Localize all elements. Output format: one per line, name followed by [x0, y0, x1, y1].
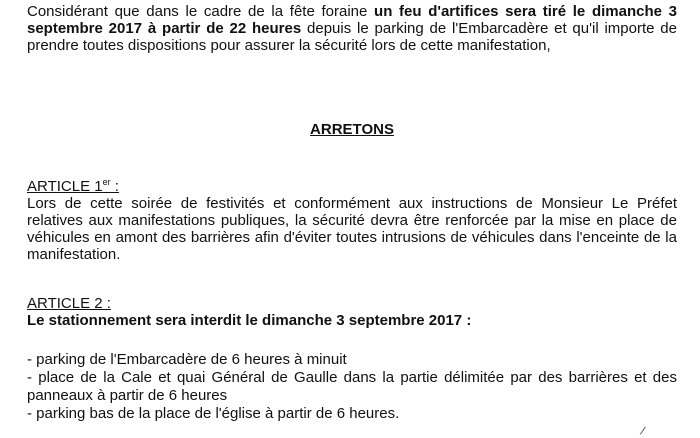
- margin-mark: /: [638, 423, 647, 438]
- intro-text-start: Considérant que dans le cadre de la fête foraine: [27, 3, 375, 20]
- article-1-title: [27, 178, 677, 195]
- list-item: - parking de l'Embarcadère de 6 heures à minuit: [27, 351, 347, 368]
- article-2: [27, 295, 677, 329]
- intro-paragraph: [27, 3, 677, 54]
- list-item: - place de la Cale et quai Général de Gaulle dans la partie délimitée par des barrières et des panneaux à partir de 6 heures: [27, 369, 677, 404]
- parking-list: [27, 351, 677, 423]
- list-item: - parking bas de la place de l'église à partir de 6 heures.: [27, 405, 400, 422]
- article-1-title-text: ARTICLE 1: [27, 178, 103, 195]
- decision-heading: ARRETONS: [310, 121, 394, 138]
- article-1-title-sup: er: [102, 177, 111, 187]
- intro-text-bold: un feu d'artifices sera tiré le dimanche 3 septembre 2017 à partir de 22 heures: [27, 3, 677, 37]
- article-1: [27, 178, 677, 263]
- intro-text-end: depuis le parking de l'Embarcadère et qu'il importe de prendre toutes dispositions pour assurer la sécurité lors de cette manifestation,: [27, 20, 677, 54]
- article-1-title-suffix: :: [110, 178, 119, 195]
- article-2-subtitle: Le stationnement sera interdit le dimanche 3 septembre 2017 :: [27, 312, 472, 329]
- article-1-body: Lors de cette soirée de festivités et conformément aux instructions de Monsieur Le Préfet relatives aux manifestations publiques, la sécurité devra être renforcée par la mise en place de véhicules en amont des barrières afin d'éviter toutes intrusions de véhicules dans l'enceinte de la manifestation.: [27, 195, 677, 263]
- article-2-title: ARTICLE 2 :: [27, 295, 111, 312]
